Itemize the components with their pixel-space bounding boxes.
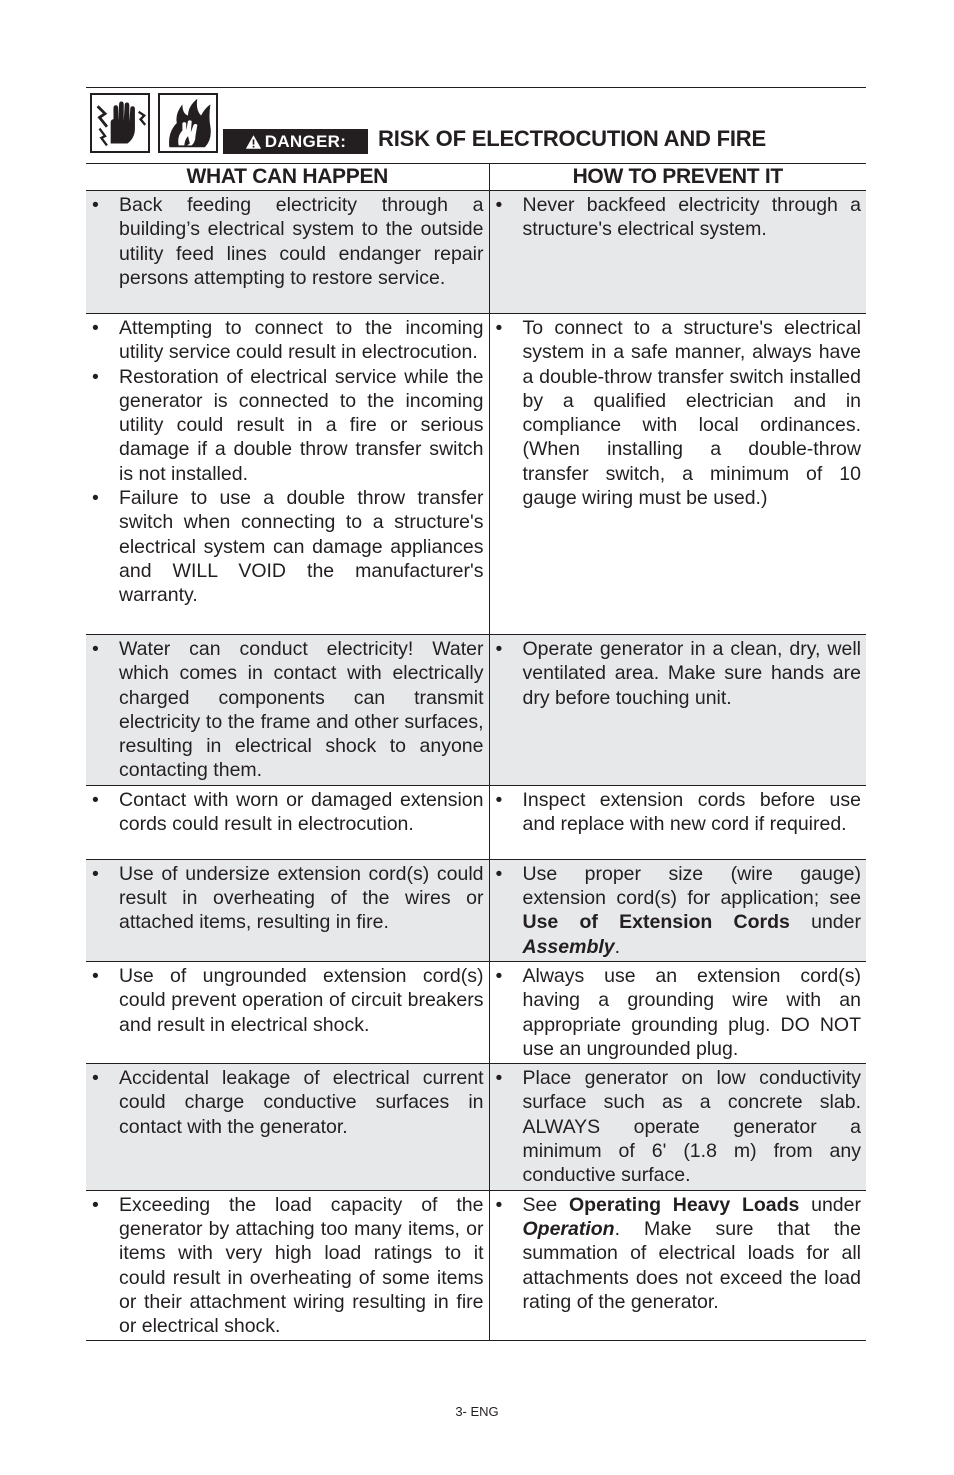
- safety-page: [86, 87, 866, 1341]
- section-reference: Operating Heavy Loads: [568, 1193, 800, 1216]
- table-row: [86, 191, 866, 314]
- section-reference: Use of Extension Cords: [522, 911, 790, 934]
- hazard-title: RISK OF ELECTROCUTION AND FIRE: [378, 126, 766, 151]
- hazard-item: • Water can conduct electricity! Water which comes in contact with electrically charged components can transmit electricity to the frame and other surfaces, resulting in electrical shock to anyone contacting them.: [86, 637, 484, 783]
- how-to-prevent-cell: [489, 635, 866, 786]
- how-to-prevent-cell: [489, 314, 866, 635]
- table-row: [86, 785, 866, 859]
- warning-triangle-icon: [245, 134, 262, 150]
- prevention-text: . Make sure that the summation of electrical loads for all attachments does not exceed the load rating of the generator.: [522, 1217, 861, 1313]
- hazard-table: [86, 163, 866, 1341]
- table-row: [86, 961, 866, 1063]
- danger-badge: [223, 129, 368, 154]
- prevention-item: [490, 1193, 862, 1314]
- prevention-item: [490, 862, 862, 959]
- what-can-happen-cell: [86, 961, 489, 1063]
- danger-header: [86, 88, 866, 163]
- what-can-happen-cell: [86, 191, 489, 314]
- hazard-item: • Attempting to connect to the incoming utility service could result in electrocution.: [86, 316, 484, 365]
- page-number: 3- ENG: [455, 1404, 499, 1419]
- prevention-item: • To connect to a structure's electrical system in a safe manner, always have a double-throw transfer switch installed by a qualified electrician and in compliance with local ordinances. (When installing a double-throw transfer switch, a minimum of 10 gauge wiring must be used.): [490, 316, 862, 510]
- how-to-prevent-cell: [489, 961, 866, 1063]
- what-can-happen-cell: [86, 635, 489, 786]
- column-header-what-can-happen: WHAT CAN HAPPEN: [86, 164, 489, 191]
- hazard-item: • Back feeding electricity through a building’s electrical system to the outside utility feed lines could endanger repair persons attempting to restore service.: [86, 193, 484, 290]
- table-row: [86, 1064, 866, 1190]
- electric-shock-hand-icon: [90, 93, 150, 153]
- prevention-text: See: [522, 1193, 569, 1216]
- prevention-item: • Operate generator in a clean, dry, well ventilated area. Make sure hands are dry before touching unit.: [490, 637, 862, 710]
- how-to-prevent-cell: [489, 191, 866, 314]
- hazard-item: • Failure to use a double throw transfer switch when connecting to a structure's electrical system can damage appliances and WILL VOID the manufacturer's warranty.: [86, 486, 484, 607]
- prevention-text: under: [799, 1193, 861, 1216]
- table-row: [86, 1190, 866, 1341]
- column-header-how-to-prevent: HOW TO PREVENT IT: [489, 164, 866, 191]
- prevention-text: Use proper size (wire gauge) extension cord(s) for application; see: [522, 862, 861, 910]
- prevention-text: under: [789, 911, 861, 934]
- hazard-item: • Use of ungrounded extension cord(s) could prevent operation of circuit breakers and result in electrical shock.: [86, 964, 484, 1037]
- what-can-happen-cell: [86, 785, 489, 859]
- chapter-reference: Operation: [522, 1217, 615, 1240]
- hazard-item: • Use of undersize extension cord(s) could result in overheating of the wires or attached items, resulting in fire.: [86, 862, 484, 935]
- table-header-row: [86, 164, 866, 191]
- how-to-prevent-cell: [489, 1190, 866, 1341]
- prevention-item: • Inspect extension cords before use and replace with new cord if required.: [490, 788, 862, 837]
- what-can-happen-cell: [86, 1190, 489, 1341]
- how-to-prevent-cell: [489, 1064, 866, 1190]
- how-to-prevent-cell: [489, 785, 866, 859]
- fire-hand-icon: [158, 93, 218, 153]
- danger-label: DANGER:: [264, 131, 347, 151]
- chapter-reference: Assembly: [522, 935, 615, 958]
- table-row: [86, 314, 866, 635]
- prevention-text: .: [614, 935, 621, 958]
- what-can-happen-cell: [86, 314, 489, 635]
- hazard-item: • Exceeding the load capacity of the generator by attaching too many items, or items with very high load ratings to it could result in overheating of some items or their attachment wiring resulting in fire or electrical shock.: [86, 1193, 484, 1339]
- what-can-happen-cell: [86, 1064, 489, 1190]
- prevention-item: • Never backfeed electricity through a structure's electrical system.: [490, 193, 862, 242]
- what-can-happen-cell: [86, 859, 489, 961]
- prevention-item: • Always use an extension cord(s) having a grounding wire with an appropriate grounding plug. DO NOT use an ungrounded plug.: [490, 964, 862, 1061]
- table-row: [86, 635, 866, 786]
- how-to-prevent-cell: [489, 859, 866, 961]
- prevention-item: • Place generator on low conductivity surface such as a concrete slab. ALWAYS operate generator a minimum of 6' (1.8 m) from any conductive surface.: [490, 1066, 862, 1187]
- table-row: [86, 859, 866, 961]
- hazard-item: • Contact with worn or damaged extension cords could result in electrocution.: [86, 788, 484, 837]
- hazard-item: • Accidental leakage of electrical current could charge conductive surfaces in contact with the generator.: [86, 1066, 484, 1139]
- hazard-item: • Restoration of electrical service while the generator is connected to the incoming utility could result in a fire or serious damage if a double throw transfer switch is not installed.: [86, 365, 484, 486]
